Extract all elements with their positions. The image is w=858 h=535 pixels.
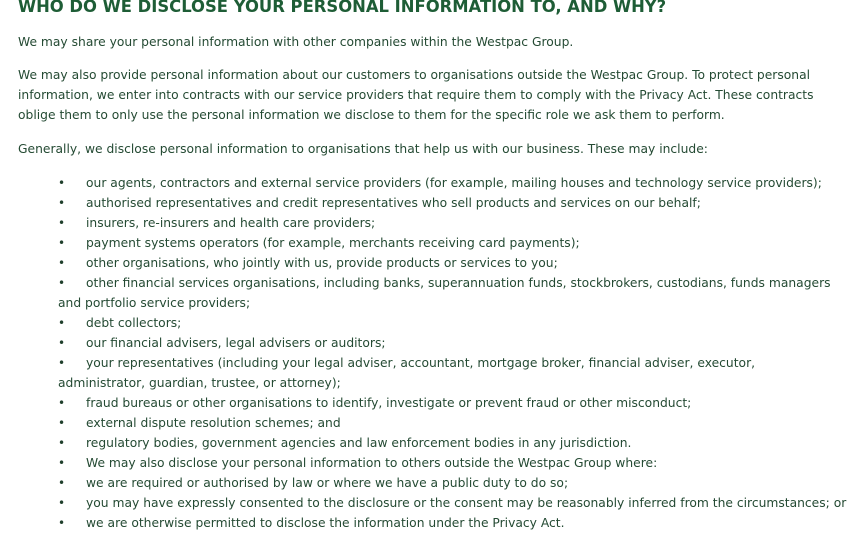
bullet-icon: •	[58, 236, 66, 250]
bullet-icon: •	[58, 476, 66, 490]
list-item	[0, 513, 848, 533]
list-item-text: external dispute resolution schemes; and	[86, 416, 341, 430]
list-item-text: payment systems operators (for example, merchants receiving card payments);	[86, 236, 580, 250]
bullet-icon: •	[58, 336, 66, 350]
list-item	[0, 173, 848, 193]
list-item	[0, 333, 848, 353]
list-item-text: We may also disclose your personal information to others outside the Westpac Group where:	[86, 456, 658, 470]
list-item-text: other organisations, who jointly with us, provide products or services to you;	[86, 256, 558, 270]
list-item	[0, 253, 848, 273]
bullet-icon: •	[58, 416, 66, 430]
list-item	[0, 473, 848, 493]
list-item-text: we are otherwise permitted to disclose the information under the Privacy Act.	[86, 516, 565, 530]
list-item	[0, 273, 848, 313]
list-item	[0, 353, 848, 393]
list-item	[0, 213, 848, 233]
paragraph-disclosure-intro: Generally, we disclose personal information to organisations that help us with our business. These may include:	[18, 142, 708, 156]
bullet-icon: •	[58, 216, 66, 230]
list-item	[0, 413, 848, 433]
bullet-icon: •	[58, 196, 66, 210]
list-item-text: our financial advisers, legal advisers or auditors;	[86, 336, 386, 350]
bullet-icon: •	[58, 276, 66, 290]
list-item-text: regulatory bodies, government agencies and law enforcement bodies in any jurisdiction.	[86, 436, 632, 450]
list-item	[0, 453, 848, 473]
list-item-text: debt collectors;	[86, 316, 182, 330]
bullet-icon: •	[58, 456, 66, 470]
bullet-icon: •	[58, 256, 66, 270]
list-item-text: you may have expressly consented to the disclosure or the consent may be reasonably inferred from the circumstances; or	[86, 496, 847, 510]
list-item-text: your representatives (including your legal adviser, accountant, mortgage broker, financial adviser, executor, administrator, guardian, trustee, or attorney);	[58, 356, 756, 390]
list-item	[0, 393, 848, 413]
list-item	[0, 313, 848, 333]
list-item-text: authorised representatives and credit representatives who sell products and services on our behalf;	[86, 196, 701, 210]
paragraph-outside-organisations: We may also provide personal information about our customers to organisations outside the Westpac Group. To protect personal information, we enter into contracts with our service providers that require them to comply with the Privacy Act. These contracts oblige them to only use the personal information we disclose to them for the specific role we ask them to perform.	[18, 68, 814, 122]
bullet-icon: •	[58, 436, 66, 450]
paragraph-group-sharing: We may share your personal information with other companies within the Westpac Group.	[18, 35, 574, 49]
bullet-icon: •	[58, 396, 66, 410]
list-item-text: our agents, contractors and external service providers (for example, mailing houses and technology service providers);	[86, 176, 822, 190]
bullet-icon: •	[58, 356, 66, 370]
bullet-icon: •	[58, 496, 66, 510]
list-item	[0, 493, 848, 513]
list-item-text: other financial services organisations, including banks, superannuation funds, stockbrokers, custodians, funds managers and portfolio service providers;	[58, 276, 831, 310]
disclosure-recipients-list	[0, 173, 848, 533]
bullet-icon: •	[58, 516, 66, 530]
list-item-text: fraud bureaus or other organisations to identify, investigate or prevent fraud or other misconduct;	[86, 396, 692, 410]
bullet-icon: •	[58, 176, 66, 190]
section-heading: WHO DO WE DISCLOSE YOUR PERSONAL INFORMATION TO, AND WHY?	[18, 0, 667, 16]
list-item	[0, 233, 848, 253]
list-item-text: we are required or authorised by law or where we have a public duty to do so;	[86, 476, 569, 490]
list-item	[0, 193, 848, 213]
bullet-icon: •	[58, 316, 66, 330]
list-item	[0, 433, 848, 453]
list-item-text: insurers, re-insurers and health care providers;	[86, 216, 376, 230]
